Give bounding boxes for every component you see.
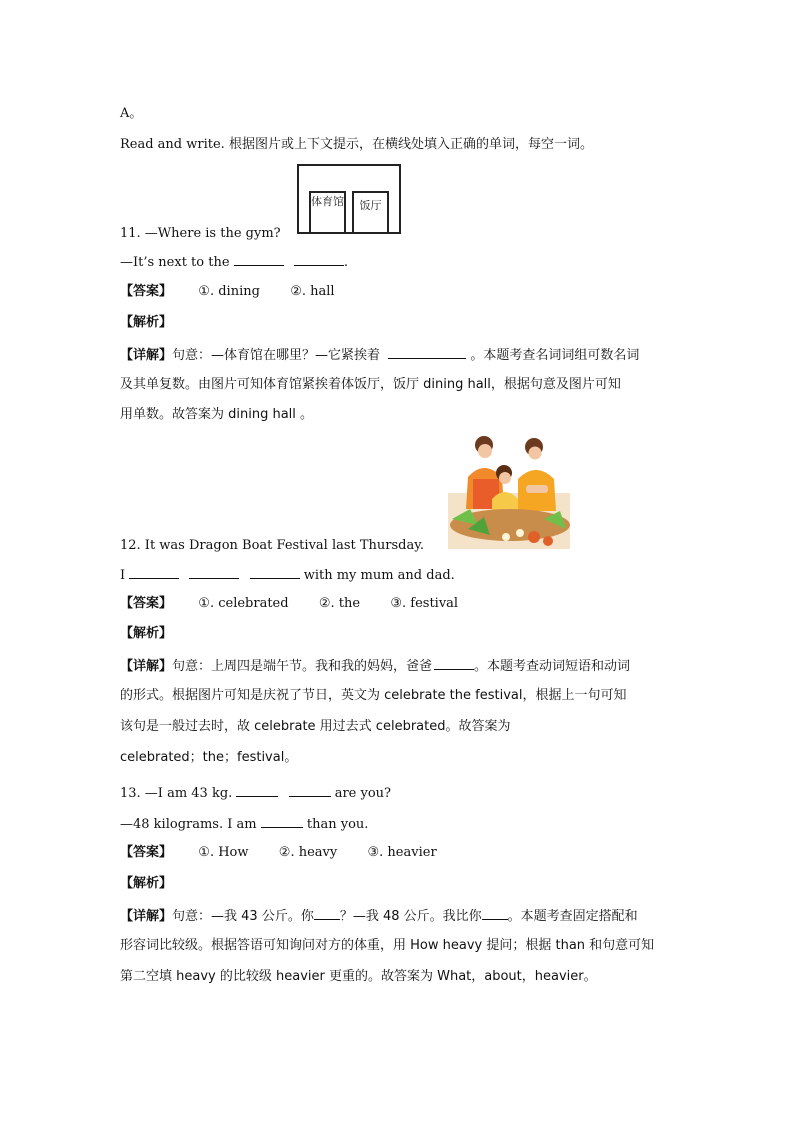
answer-label: 【答案】 [120,596,173,611]
detail-label: 【详解】 [120,348,173,363]
detail-label: 【详解】 [120,909,173,924]
answer-label: 【答案】 [120,845,173,860]
q11-detail-blank [388,346,466,359]
dining-room-label: 饭厅 [352,191,389,234]
q12-line2-end: with my mum and dad. [303,568,455,583]
q12-answer-1: ①. celebrated [198,596,289,611]
q13-blank-1[interactable] [236,784,278,797]
detail-label: 【详解】 [120,659,173,674]
gym-room-label: 体育馆 [309,191,346,234]
q13-detail-3: 第二空填 heavy 的比较级 heavier 更重的。故答案为 What，about，heavier。 [120,969,597,984]
q13-line2: —48 kilograms. I am than you. [120,817,369,832]
q12-blank-3[interactable] [250,566,300,579]
q13-blank-3[interactable] [261,815,303,828]
q11-answer-2: ②. hall [290,284,335,299]
q12-analysis-label: 【解析】 [120,626,173,641]
q12-line2 [120,566,455,584]
top-fragment: A。 [120,106,143,121]
instruction-text: Read and write. 根据图片或上下文提示，在横线处填入正确的单词，每空一词。 [120,137,593,152]
q11-line2-end: . [343,255,348,270]
q11-analysis-label: 【解析】 [120,315,173,330]
q11-line2-start: —It’s next to the [120,255,230,270]
q11-detail-1: 【详解】句意：—体育馆在哪里？—它紧挨着 。本题考查名词词组可数名词 [120,348,640,363]
q11-answer [120,284,335,300]
q11-detail-2: 及其单复数。由图片可知体育馆紧挨着体饭厅，饭厅 dining hall，根据句意及图片可知 [120,377,621,392]
q13-question: 13. —I am 43 kg. are you? [120,786,392,801]
q12-detail-blank [434,657,474,670]
q11-question: 11. —Where is the gym? [120,226,281,241]
q12-blank-1[interactable] [129,566,179,579]
gym-diagram [297,164,401,234]
q12-answer-2: ②. the [318,596,361,611]
q12-detail-1: 【详解】句意：上周四是端午节。我和我的妈妈，爸爸 。本题考查动词短语和动词 [120,659,631,674]
q13-blank-2[interactable] [289,784,331,797]
answer-label: 【答案】 [120,284,173,299]
q12-answer [120,596,458,612]
q12-blank-2[interactable] [189,566,239,579]
q13-answer-3: ③. heavier [367,845,437,860]
q13-answer [120,845,437,861]
q12-detail-3: 该句是一般过去时，故 celebrate 用过去式 celebrated。故答案为 [120,719,511,734]
q13-detail-blank-1 [314,907,340,920]
q13-answer-1: ①. How [198,845,249,860]
q12-detail-2: 的形式。根据图片可知是庆祝了节日，英文为 celebrate the festival，根据上一句可知 [120,688,627,703]
q13-detail-2: 形容词比较级。根据答语可知询问对方的体重，用 How heavy 提问；根据 than 和句意可知 [120,938,655,953]
q13-detail-1: 【详解】句意：—我 43 公斤。你 ？—我 48 公斤。我比你 。本题考查固定搭配和 [120,909,638,924]
q11-blank-1[interactable] [234,253,284,266]
q12-answer-3: ③. festival [390,596,459,611]
q11-line2 [120,253,348,271]
q13-analysis-label: 【解析】 [120,876,173,891]
q11-detail-3: 用单数。故答案为 dining hall 。 [120,407,314,422]
dragon-boat-festival-illustration [448,433,570,549]
q13-answer-2: ②. heavy [278,845,338,860]
q12-detail-4: celebrated；the；festival。 [120,750,298,765]
q12-line2-start: I [120,568,126,583]
q12-question: 12. It was Dragon Boat Festival last Thursday. [120,538,425,553]
q11-answer-1: ①. dining [198,284,260,299]
q11-blank-2[interactable] [294,253,344,266]
q13-detail-blank-2 [482,907,508,920]
